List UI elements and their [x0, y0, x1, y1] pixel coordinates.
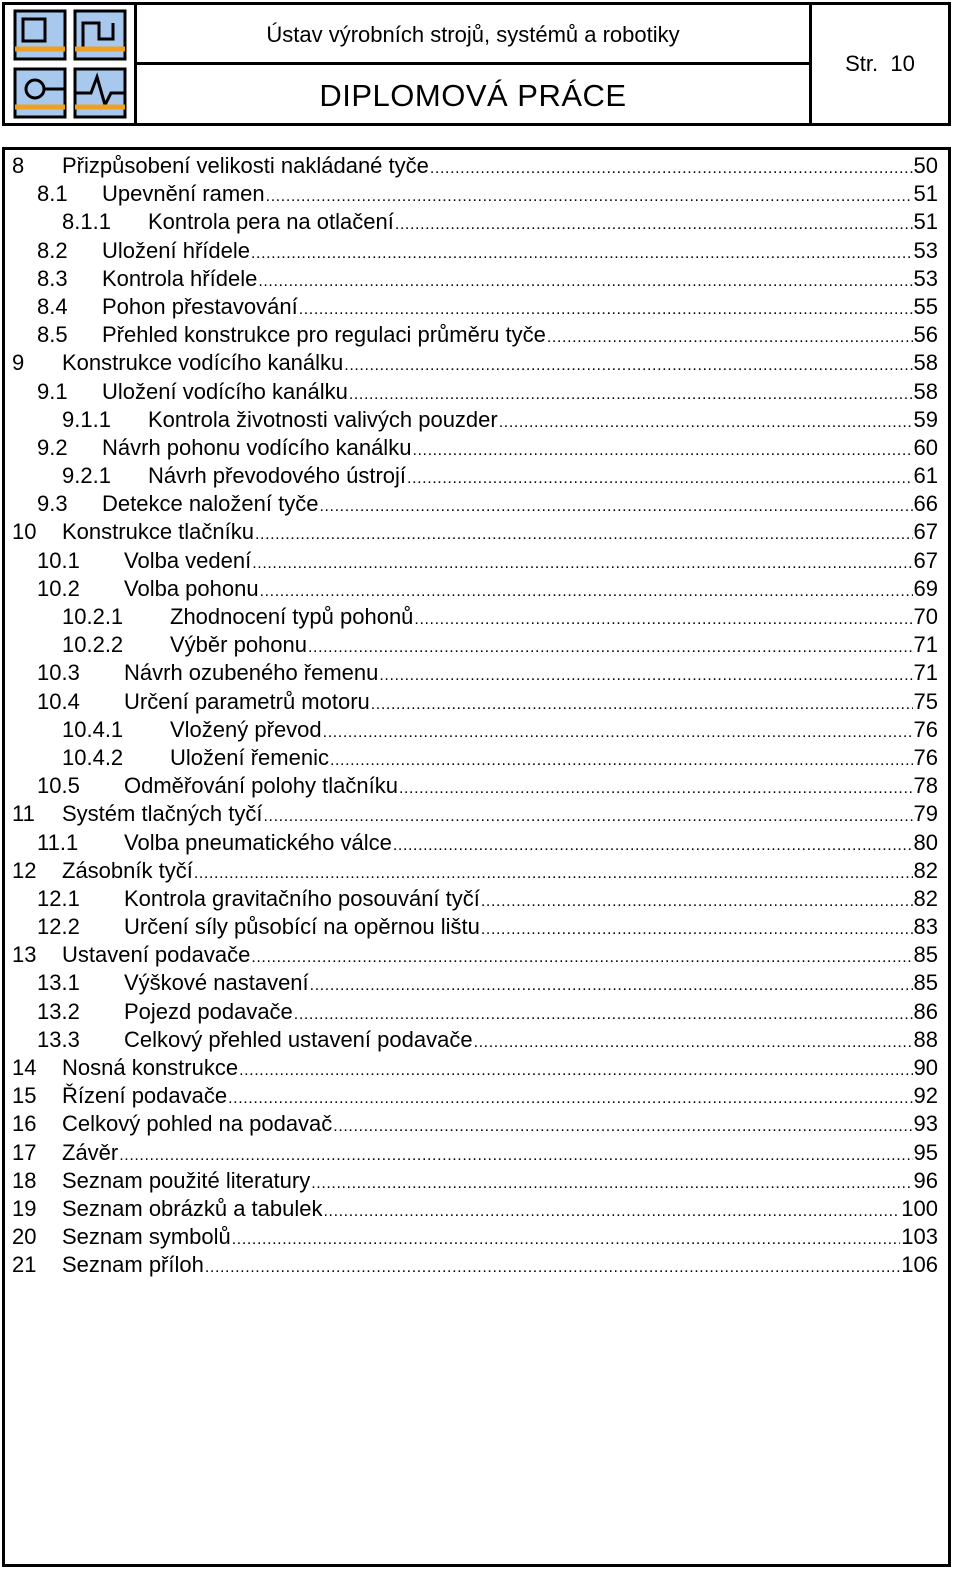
toc-entry-title: Kontrola životnosti valivých pouzder [148, 406, 498, 432]
toc-entry-page: 76 [913, 744, 938, 770]
toc-entry-number: 9.1.1 [62, 406, 111, 432]
toc-entry-title: Návrh převodového ústrojí [148, 463, 407, 489]
toc-dot-leader [474, 1026, 913, 1054]
toc-entry[interactable] [12, 152, 938, 180]
toc-dot-leader [330, 744, 913, 772]
toc-entry-title: Volba pneumatického válce [124, 829, 392, 855]
toc-entry-title: Výběr pohonu [170, 632, 307, 658]
toc-dot-leader [481, 913, 913, 941]
table-of-contents [12, 152, 938, 1280]
toc-entry[interactable] [12, 659, 938, 687]
toc-dot-leader [252, 547, 912, 575]
toc-entry[interactable] [12, 1139, 938, 1167]
toc-entry-number: 8.4 [37, 293, 68, 319]
toc-entry-page: 60 [913, 434, 938, 460]
toc-entry[interactable] [12, 829, 938, 857]
toc-entry-number: 9.2.1 [62, 463, 111, 489]
toc-entry-page: 58 [913, 378, 938, 404]
toc-entry-title: Uložení hřídele [102, 237, 250, 263]
toc-entry[interactable] [12, 716, 938, 744]
toc-entry-number: 10.2 [37, 575, 80, 601]
toc-entry-page: 53 [913, 237, 938, 263]
toc-entry-page: 66 [913, 491, 938, 517]
toc-dot-leader [412, 434, 912, 462]
toc-dot-leader [264, 800, 913, 828]
toc-dot-leader [414, 603, 912, 631]
page-number: 10 [890, 51, 915, 76]
toc-entry-page: 82 [913, 857, 938, 883]
toc-entry-page: 88 [913, 1026, 938, 1052]
toc-dot-leader [481, 885, 913, 913]
toc-entry-title: Celkový pohled na podavač [62, 1111, 333, 1137]
toc-entry[interactable] [12, 180, 938, 208]
toc-entry-page: 93 [913, 1111, 938, 1137]
toc-entry-title: Pohon přestavování [102, 293, 298, 319]
toc-dot-leader [399, 772, 913, 800]
toc-entry-page: 82 [913, 885, 938, 911]
toc-dot-leader [251, 941, 912, 969]
toc-entry-title: Návrh ozubeného řemenu [124, 660, 379, 686]
toc-entry[interactable] [12, 1054, 938, 1082]
toc-entry-number: 18 [12, 1167, 37, 1193]
toc-entry[interactable] [12, 434, 938, 462]
toc-entry-number: 10.1 [37, 547, 80, 573]
toc-entry-number: 8 [12, 153, 25, 178]
toc-entry-page: 92 [913, 1083, 938, 1109]
toc-entry-number: 15 [12, 1083, 37, 1109]
toc-dot-leader [251, 237, 913, 265]
toc-entry-title: Volba vedení [124, 547, 252, 573]
toc-entry[interactable] [12, 1082, 938, 1110]
toc-entry-page: 90 [913, 1055, 938, 1080]
toc-entry-title: Detekce naložení tyče [102, 491, 319, 517]
toc-dot-leader [232, 1223, 901, 1251]
toc-entry-number: 12 [12, 857, 37, 883]
toc-entry-page: 83 [913, 914, 938, 940]
toc-entry-title: Upevnění ramen [102, 181, 265, 207]
toc-entry-number: 9 [12, 350, 25, 376]
toc-entry-title: Řízení podavače [62, 1083, 228, 1109]
toc-entry-title: Uložení řemenic [170, 744, 329, 770]
toc-entry-page: 78 [913, 773, 938, 799]
toc-entry-number: 16 [12, 1111, 37, 1137]
toc-entry-number: 21 [12, 1252, 37, 1278]
toc-dot-leader [239, 1054, 912, 1082]
toc-entry-number: 8.3 [37, 265, 68, 291]
toc-entry-page: 95 [913, 1139, 938, 1165]
toc-entry-number: 10.4.2 [62, 744, 124, 770]
toc-entry-number: 8.5 [37, 322, 68, 348]
toc-entry-title: Seznam použité literatury [62, 1167, 311, 1193]
toc-entry-page: 61 [913, 463, 938, 489]
toc-entry[interactable] [12, 293, 938, 321]
toc-entry-page: 59 [913, 406, 938, 432]
toc-entry-number: 13.1 [37, 970, 80, 996]
toc-entry-number: 17 [12, 1139, 37, 1165]
toc-dot-leader [430, 152, 913, 180]
toc-entry[interactable] [12, 237, 938, 265]
toc-entry-page: 51 [913, 181, 938, 207]
toc-entry-page: 100 [901, 1195, 938, 1221]
toc-dot-leader [299, 293, 913, 321]
toc-entry[interactable] [12, 998, 938, 1026]
toc-entry-title: Kontrola hřídele [102, 265, 258, 291]
toc-entry-title: Konstrukce tlačníku [62, 519, 254, 545]
toc-entry[interactable] [12, 1195, 938, 1223]
toc-dot-leader [311, 1167, 912, 1195]
toc-entry-page: 76 [913, 716, 938, 742]
toc-entry[interactable] [12, 406, 938, 434]
toc-entry[interactable] [12, 772, 938, 800]
toc-entry[interactable] [12, 1110, 938, 1138]
toc-entry[interactable] [12, 547, 938, 575]
page-number-cell [809, 5, 948, 123]
toc-entry-page: 67 [913, 547, 938, 573]
toc-entry-number: 14 [12, 1055, 37, 1080]
toc-dot-leader [349, 378, 913, 406]
toc-entry-number: 11.1 [37, 829, 79, 855]
toc-entry-title: Závěr [62, 1139, 119, 1165]
toc-dot-leader [228, 1082, 912, 1110]
toc-entry-number: 13.2 [37, 998, 80, 1024]
toc-dot-leader [260, 575, 913, 603]
toc-entry-page: 85 [913, 942, 938, 968]
toc-dot-leader [294, 998, 913, 1026]
toc-entry[interactable] [12, 1026, 938, 1054]
toc-entry[interactable] [12, 518, 938, 546]
toc-entry[interactable] [12, 321, 938, 349]
toc-entry-number: 12.1 [37, 885, 80, 911]
toc-entry-number: 10.4 [37, 688, 80, 714]
toc-entry-title: Pojezd podavače [124, 998, 293, 1024]
toc-entry[interactable] [12, 462, 938, 490]
toc-entry[interactable] [12, 800, 938, 828]
toc-entry-number: 10 [12, 519, 37, 545]
toc-entry[interactable] [12, 1251, 938, 1279]
document-type: DIPLOMOVÁ PRÁCE [319, 78, 627, 113]
toc-entry-number: 9.3 [37, 491, 68, 517]
toc-entry-title: Celkový přehled ustavení podavače [124, 1026, 473, 1052]
toc-dot-leader [266, 180, 913, 208]
toc-entry-page: 103 [901, 1224, 938, 1250]
toc-entry[interactable] [12, 631, 938, 659]
toc-entry-page: 70 [913, 604, 938, 629]
toc-entry-title: Volba pohonu [124, 575, 259, 601]
toc-entry-number: 8.2 [37, 237, 68, 263]
toc-entry-page: 86 [913, 998, 938, 1024]
toc-dot-leader [371, 688, 913, 716]
toc-entry-title: Výškové nastavení [124, 970, 309, 996]
toc-entry-number: 19 [12, 1195, 37, 1221]
toc-dot-leader [407, 462, 912, 490]
toc-entry-page: 79 [913, 801, 938, 827]
toc-dot-leader [393, 829, 913, 857]
toc-entry-title: Ustavení podavače [62, 942, 251, 968]
toc-entry-number: 9.2 [37, 434, 68, 460]
toc-entry-page: 96 [913, 1167, 938, 1193]
toc-entry-title: Uložení vodícího kanálku [102, 378, 348, 404]
toc-entry-page: 53 [913, 265, 938, 291]
toc-entry-page: 55 [913, 293, 938, 319]
toc-dot-leader [308, 631, 913, 659]
toc-entry-number: 10.3 [37, 660, 80, 686]
toc-entry[interactable] [12, 349, 938, 377]
toc-entry[interactable] [12, 969, 938, 997]
toc-entry-number: 9.1 [37, 378, 68, 404]
toc-dot-leader [395, 208, 913, 236]
toc-entry-title: Přizpůsobení velikosti nakládané tyče [62, 153, 429, 178]
toc-dot-leader [319, 490, 912, 518]
toc-dot-leader [255, 518, 913, 546]
toc-entry-page: 58 [913, 350, 938, 376]
toc-entry-number: 12.2 [37, 914, 80, 940]
toc-entry[interactable] [12, 1167, 938, 1195]
toc-dot-leader [324, 1195, 901, 1223]
toc-entry-title: Konstrukce vodícího kanálku [62, 350, 344, 376]
toc-entry-number: 11 [12, 801, 35, 827]
toc-entry-number: 10.2.1 [62, 604, 124, 629]
toc-entry-title: Zásobník tyčí [62, 857, 193, 883]
toc-entry[interactable] [12, 1223, 938, 1251]
toc-entry-title: Nosná konstrukce [62, 1055, 239, 1080]
toc-entry-title: Určení parametrů motoru [124, 688, 370, 714]
toc-entry-title: Přehled konstrukce pro regulaci průměru tyče [102, 322, 546, 348]
toc-entry[interactable] [12, 265, 938, 293]
toc-dot-leader [333, 1110, 912, 1138]
toc-entry-page: 51 [913, 209, 938, 235]
institute-logo [5, 5, 137, 123]
toc-entry-title: Systém tlačných tyčí [62, 801, 263, 827]
toc-entry[interactable] [12, 857, 938, 885]
toc-entry-title: Návrh pohonu vodícího kanálku [102, 434, 412, 460]
toc-dot-leader [258, 265, 912, 293]
logo-icon [13, 9, 129, 121]
toc-entry-number: 20 [12, 1224, 37, 1250]
toc-dot-leader [205, 1251, 900, 1279]
toc-entry[interactable] [12, 885, 938, 913]
toc-entry-title: Kontrola gravitačního posouvání tyčí [124, 885, 480, 911]
toc-entry-title: Vložený převod [170, 716, 322, 742]
toc-entry-page: 67 [913, 519, 938, 545]
toc-entry[interactable] [12, 744, 938, 772]
toc-dot-leader [323, 716, 913, 744]
toc-entry-title: Seznam symbolů [62, 1224, 231, 1250]
toc-entry[interactable] [12, 490, 938, 518]
toc-entry-page: 71 [913, 632, 938, 658]
header-title-cell [137, 5, 809, 123]
toc-dot-leader [194, 857, 913, 885]
toc-entry-page: 85 [913, 970, 938, 996]
toc-entry[interactable] [12, 208, 938, 236]
toc-entry-title: Zhodnocení typů pohonů [170, 604, 414, 629]
toc-dot-leader [310, 969, 913, 997]
toc-entry-number: 13 [12, 942, 37, 968]
toc-dot-leader [379, 659, 912, 687]
toc-entry-title: Seznam příloh [62, 1252, 204, 1278]
toc-entry-page: 75 [913, 688, 938, 714]
toc-dot-leader [499, 406, 913, 434]
toc-entry-title: Určení síly působící na opěrnou lištu [124, 914, 480, 940]
toc-entry[interactable] [12, 688, 938, 716]
toc-entry[interactable] [12, 913, 938, 941]
toc-entry-title: Odměřování polohy tlačníku [124, 773, 398, 799]
toc-entry[interactable] [12, 603, 938, 631]
toc-entry-number: 8.1.1 [62, 209, 111, 235]
toc-entry-number: 10.4.1 [62, 716, 124, 742]
page-header [2, 2, 951, 126]
toc-dot-leader [547, 321, 913, 349]
toc-entry-page: 106 [901, 1252, 938, 1278]
institute-name: Ústav výrobních strojů, systémů a robotiky [137, 5, 809, 65]
page-label: Str. [845, 51, 879, 76]
toc-entry[interactable] [12, 378, 938, 406]
toc-dot-leader [119, 1139, 912, 1167]
toc-entry-page: 71 [913, 660, 938, 686]
toc-entry-page: 80 [913, 829, 938, 855]
toc-entry-number: 13.3 [37, 1026, 80, 1052]
toc-entry-title: Seznam obrázků a tabulek [62, 1195, 323, 1221]
toc-entry-number: 10.2.2 [62, 632, 124, 658]
toc-entry-title: Kontrola pera na otlačení [148, 209, 394, 235]
toc-entry-page: 56 [913, 322, 938, 348]
toc-entry[interactable] [12, 575, 938, 603]
toc-entry-page: 50 [913, 153, 938, 178]
toc-dot-leader [344, 349, 912, 377]
toc-entry-number: 10.5 [37, 773, 80, 799]
toc-entry-page: 69 [913, 575, 938, 601]
toc-entry[interactable] [12, 941, 938, 969]
toc-entry-number: 8.1 [37, 181, 68, 207]
